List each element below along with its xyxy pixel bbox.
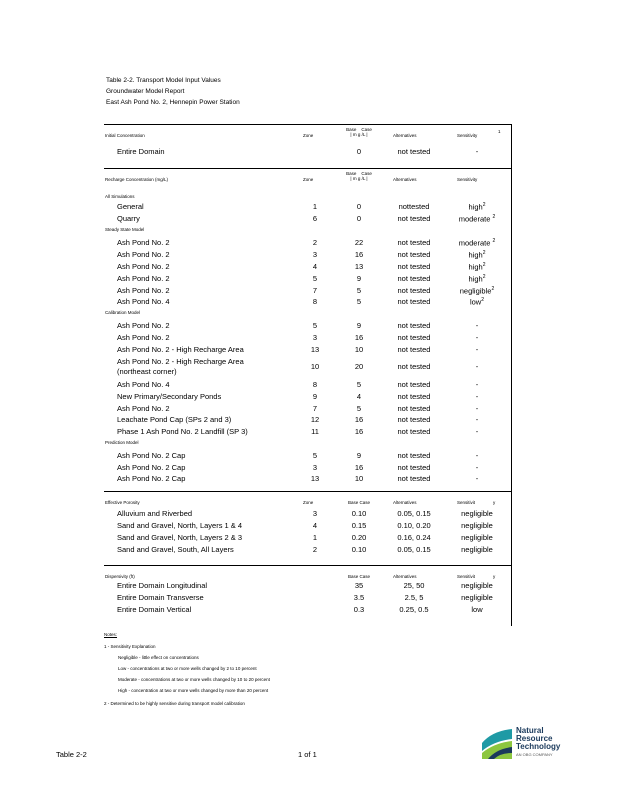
table-row: Ash Pond No. 2 Cap 3 16 not tested - <box>117 463 479 472</box>
subheading-all-simulations: All Simulations <box>105 194 135 199</box>
table-row: Ash Pond No. 4 8 5 not tested - <box>117 380 479 389</box>
col-header-initial: Initial Concentration <box>105 133 145 138</box>
site-title: East Ash Pond No. 2, Hennepin Power Station <box>106 99 240 106</box>
logo-line4: AN OBG COMPANY <box>516 752 553 757</box>
table-row: Entire Domain Transverse 3.5 2.5, 5 negligible <box>117 593 493 602</box>
logo-mark-icon <box>482 729 512 759</box>
note-1-high: High - concentration at two or more wells changed by more than 20 percent <box>118 688 269 693</box>
col-header-sensitivity: Sensitivit <box>457 574 476 579</box>
col-header-alternatives: Alternatives <box>393 133 417 138</box>
table-title: Table 2-2. Transport Model Input Values <box>106 77 221 84</box>
table-row: Ash Pond No. 2 4 13 not tested high$^2$ <box>117 262 486 272</box>
col-header-sensitivity: Sensitivity <box>457 133 478 138</box>
col-header-base: Base Case | m g /L | <box>346 127 372 137</box>
page-number: 1 of 1 <box>298 750 317 759</box>
table-row: Ash Pond No. 2 3 16 not tested - <box>117 333 479 342</box>
col-header-base: Base Case <box>347 500 370 505</box>
company-logo <box>482 727 592 761</box>
table-row: Ash Pond No. 2 Cap 5 9 not tested - <box>117 451 479 460</box>
note-1-low: Low - concentrations at two or more wells changed by 2 to 10 percent <box>118 666 257 671</box>
subheading-prediction: Prediction Model <box>105 440 139 445</box>
table-row: Entire Domain Longitudinal 35 25, 50 negligible <box>117 581 493 590</box>
col-header-alternatives: Alternatives <box>393 500 417 505</box>
col-header-sensitivity: Sensitivit <box>457 500 476 505</box>
report-title: Groundwater Model Report <box>106 88 185 95</box>
col-header-base: Base Case <box>347 574 370 579</box>
table-row: Ash Pond No. 2 5 9 not tested - <box>117 321 479 330</box>
table-row: Ash Pond No. 2 7 5 not tested - <box>117 404 479 413</box>
table-row: Ash Pond No. 2 2 22 not tested moderate $^2$ <box>117 238 496 248</box>
table-row: Sand and Gravel, North, Layers 1 & 4 4 0.15 0.10, 0.20 negligible <box>117 521 493 530</box>
col-header-zone: Zone <box>303 177 314 182</box>
col-header-sensitivity-tail: y <box>493 500 496 505</box>
subheading-steady-state: Steady State Model <box>105 227 145 232</box>
note-2: 2 - Determined to be highly sensitive during transport model calibration <box>104 701 245 706</box>
footer-table-id: Table 2-2 <box>56 750 87 759</box>
logo-line3: Technology <box>516 742 561 751</box>
col-header-base: Base Case | m g /L | <box>346 171 372 181</box>
section-initial-concentration <box>104 124 512 169</box>
logo-line2: Resource <box>516 734 553 743</box>
table-row: Ash Pond No. 2 - High Recharge Area 13 10 not tested - <box>117 345 479 354</box>
table-row: General 1 0 nottested high$^2$ <box>117 202 486 212</box>
note-1-moderate: Moderate - concentrations at two or more wells changed by 10 to 20 percent <box>118 677 270 682</box>
col-header-sensitivity: Sensitivity <box>457 177 478 182</box>
table-row: New Primary/Secondary Ponds 9 4 not tested - <box>117 392 479 401</box>
col-header-note: 1 <box>498 129 501 134</box>
table-row: Sand and Gravel, South, All Layers 2 0.10 0.05, 0.15 negligible <box>117 545 493 554</box>
table-row: Alluvium and Riverbed 3 0.10 0.05, 0.15 negligible <box>117 509 493 518</box>
col-header-recharge: Recharge Concentration (mg/L) <box>105 177 169 182</box>
note-1-negligible: Negligible - little effect on concentrations <box>118 655 199 660</box>
col-header-sensitivity-tail: y <box>493 574 496 579</box>
section-effective-porosity <box>104 491 512 566</box>
section-dispersivity <box>104 565 512 627</box>
table-row: Ash Pond No. 2 - High Recharge Area (northeast corner) 10 20 not tested - <box>117 357 479 376</box>
table-row: Ash Pond No. 2 5 9 not tested high$^2$ <box>117 274 486 284</box>
table-row: Quarry 6 0 not tested moderate $^2$ <box>117 214 496 224</box>
col-header-dispersivity: Dispersivity (ft) <box>105 574 135 579</box>
col-header-alternatives: Alternatives <box>393 574 417 579</box>
table-row: Ash Pond No. 2 3 16 not tested high$^2$ <box>117 250 486 260</box>
col-header-porosity: Effective Porosity <box>105 500 140 505</box>
table-row: Leachate Pond Cap (SPs 2 and 3) 12 16 not tested - <box>117 415 479 424</box>
note-1: 1 - Sensitivity Explanation <box>104 644 156 649</box>
table-row: Phase 1 Ash Pond No. 2 Landfill (SP 3) 11 16 not tested - <box>117 427 479 436</box>
col-header-zone: Zone <box>303 133 314 138</box>
table-row: Ash Pond No. 4 8 5 not tested low$^2$ <box>117 297 485 307</box>
notes-title: Notes: <box>104 632 118 637</box>
subheading-calibration: Calibration Model <box>105 310 141 315</box>
section-recharge-concentration <box>104 168 512 492</box>
logo-line1: Natural <box>516 726 544 735</box>
table-row: Entire Domain 0 not tested - <box>117 147 479 156</box>
table-row: Sand and Gravel, North, Layers 2 & 3 1 0.20 0.16, 0.24 negligible <box>117 533 493 542</box>
table-row: Ash Pond No. 2 Cap 13 10 not tested - <box>117 474 479 483</box>
col-header-zone: Zone <box>303 500 314 505</box>
table-row: Entire Domain Vertical 0.3 0.25, 0.5 low <box>117 605 483 614</box>
col-header-alternatives: Alternatives <box>393 177 417 182</box>
table-row: Ash Pond No. 2 7 5 not tested negligible$^2$ <box>117 286 495 296</box>
